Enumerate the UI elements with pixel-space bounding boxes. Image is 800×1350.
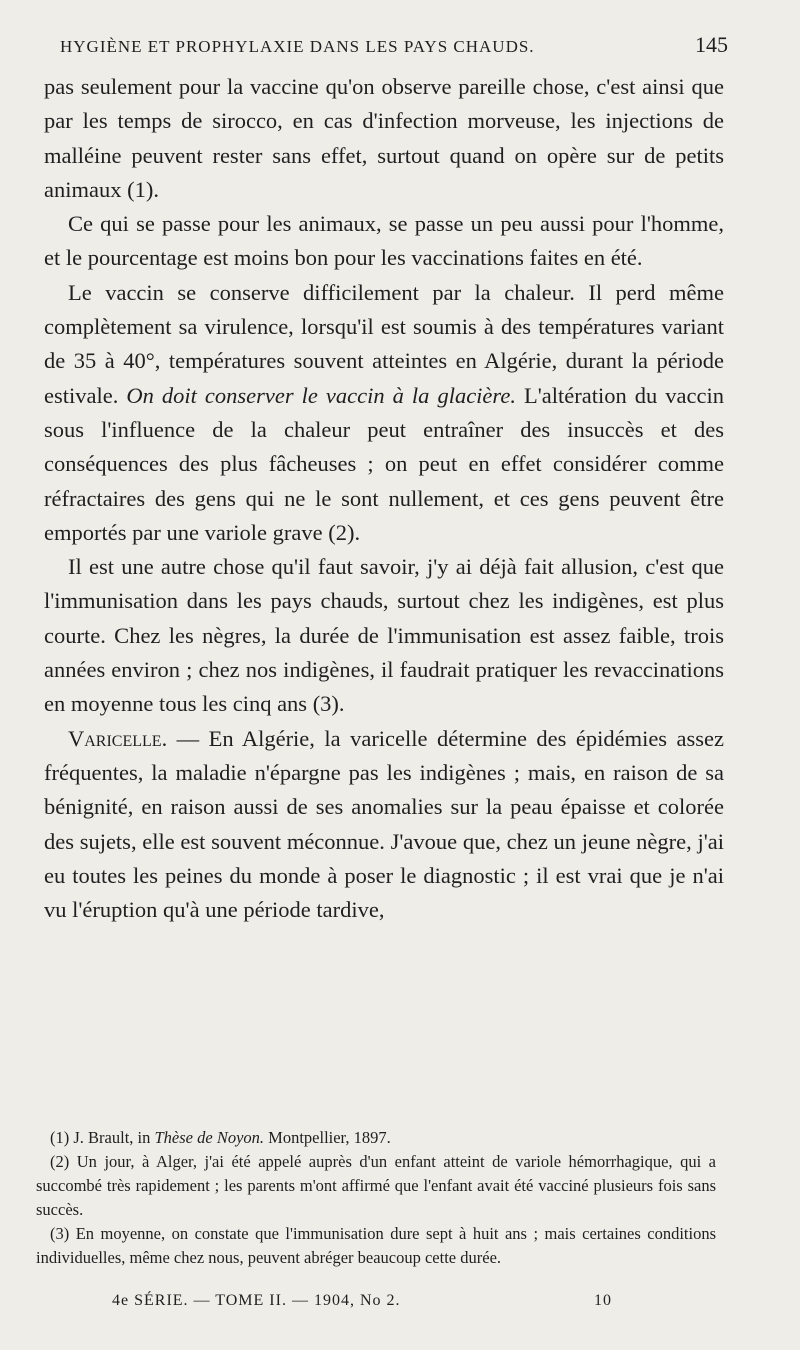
paragraph-2: Ce qui se passe pour les animaux, se passe un peu aussi pour l'homme, et le pourcentage est moins bon pour les vaccinations faites en été. (44, 211, 724, 271)
body-text (44, 70, 724, 927)
footnote-3: (3) En moyenne, on constate que l'immunisation dure sept à huit ans ; mais certaines conditions individuelles, même chez nous, peuvent abréger beaucoup cette durée. (36, 1224, 716, 1267)
paragraph-1: pas seulement pour la vaccine qu'on observe pareille chose, c'est ainsi que par les temps de sirocco, en cas d'infection morveuse, les injections de malléine peuvent rester sans effet, surtout quand on opère sur de petits animaux (1). (44, 74, 724, 202)
signature-mark: 10 (594, 1292, 612, 1309)
paragraph-5-text: — En Algérie, la varicelle détermine des épidémies assez fréquentes, la maladie n'épargne pas les indigènes ; mais, en raison de sa bénignité, en raison aussi de ses anomalies sur la peau épaisse et colorée des sujets, elle est souvent méconnue. J'avoue que, chez un jeune nègre, j'ai eu toutes les peines du monde à poser le diagnostic ; il est vrai que je n'ai vu l'éruption qu'à une période tardive, (44, 725, 724, 923)
footnote-1 (36, 1126, 716, 1150)
paragraph-3-part-b: L'altération du vaccin sous l'influence de la chaleur peut entraîner des insuccès et des conséquences des plus fâcheuses ; on peut en effet considérer comme réfractaires des gens qui ne le sont nullement, et ces gens peuvent être emportés par une variole grave (2). (44, 382, 724, 545)
running-title: HYGIÈNE ET PROPHYLAXIE DANS LES PAYS CHAUDS. (60, 37, 535, 56)
paragraph-3-part-a: Le vaccin se conserve difficilement par la chaleur. Il perd même complètement sa virulence, lorsqu'il est soumis à des températures variant de 35 à 40°, températures souvent atteintes en Algérie, durant la période estivale. (44, 279, 724, 408)
paragraph-3 (44, 276, 724, 550)
footnote-2: (2) Un jour, à Alger, j'ai été appelé auprès d'un enfant atteint de variole hémorrhagique, qui a succombé très rapidement ; les parents m'ont affirmé que l'enfant avait été vacciné plusieurs fois sans succès. (36, 1152, 716, 1219)
footnote-1-a: (1) J. Brault, in (50, 1128, 155, 1147)
page-number: 145 (695, 32, 728, 57)
page-footer (112, 1292, 612, 1310)
running-header (60, 32, 728, 58)
section-heading-varicelle: Varicelle. (68, 725, 168, 751)
footnote-1-b: Montpellier, 1897. (264, 1128, 391, 1147)
paragraph-4: Il est une autre chose qu'il faut savoir, j'y ai déjà fait allusion, c'est que l'immunisation dans les pays chauds, surtout chez les indigènes, est plus courte. Chez les nègres, la durée de l'immunisation est assez faible, trois années environ ; chez nos indigènes, il faudrait pratiquer les revaccinations en moyenne tous les cinq ans (3). (44, 554, 724, 717)
paragraph-3-emphasis: On doit conserver le vaccin à la glacière. (126, 382, 516, 408)
footnotes (36, 1126, 716, 1270)
paragraph-5 (44, 722, 724, 928)
footnote-1-italic: Thèse de Noyon. (154, 1128, 265, 1147)
series-line: 4e SÉRIE. — TOME II. — 1904, No 2. (112, 1292, 401, 1309)
